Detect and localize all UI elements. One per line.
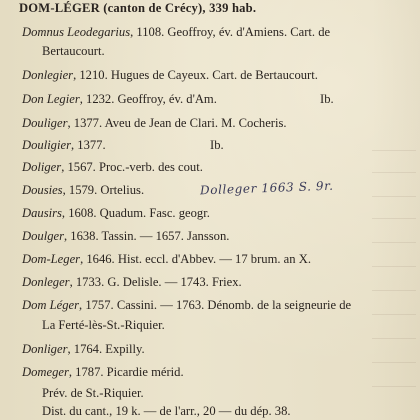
handwritten-annotation bbox=[199, 178, 334, 198]
entry-line bbox=[22, 183, 144, 198]
variant-name: Donlegier bbox=[22, 68, 74, 82]
ibid-text: Ib. bbox=[210, 138, 224, 152]
variant-name: Dausirs bbox=[22, 206, 62, 220]
entry-line bbox=[22, 160, 203, 175]
variant-citation: , 1733. G. Delisle. — 1743. Friex. bbox=[69, 275, 242, 289]
facing-page-trace bbox=[372, 242, 416, 243]
variant-name: Douligier bbox=[22, 138, 71, 152]
facing-page-trace bbox=[372, 386, 416, 387]
entry-line bbox=[22, 206, 210, 221]
entry-line bbox=[22, 68, 318, 83]
variant-name: Doulger bbox=[22, 229, 64, 243]
variant-name: Dom-Leger bbox=[22, 252, 81, 266]
facing-page-trace bbox=[372, 290, 416, 291]
distance-note bbox=[42, 404, 291, 419]
entry-line bbox=[22, 116, 287, 131]
entry-heading bbox=[19, 1, 256, 16]
handwritten-text: Dolleger 1663 S. 9r. bbox=[199, 178, 334, 198]
variant-citation: , 1210. Hugues de Cayeux. Cart. de Bertaucourt. bbox=[73, 68, 318, 82]
continuation-text: Prév. de St.-Riquier. bbox=[42, 386, 144, 400]
entry-line bbox=[22, 252, 311, 267]
entry-line bbox=[22, 25, 330, 40]
variant-name: Domeger bbox=[22, 365, 69, 379]
entry-continuation bbox=[42, 44, 105, 59]
variant-citation: , 1764. Expilly. bbox=[67, 342, 145, 356]
facing-page-bleed bbox=[372, 0, 420, 420]
facing-page-trace bbox=[372, 218, 416, 219]
entry-line bbox=[22, 92, 217, 107]
facing-page-trace bbox=[372, 338, 416, 339]
variant-citation: , 1579. Ortelius. bbox=[62, 183, 145, 197]
entry-line bbox=[22, 365, 184, 380]
continuation-text: La Ferté-lès-St.-Riquier. bbox=[42, 318, 165, 332]
variant-name: Doliger bbox=[22, 160, 62, 174]
variant-citation: , 1232. Geoffroy, év. d'Am. bbox=[79, 92, 217, 106]
entry-line bbox=[22, 275, 242, 290]
variant-name: Dousies bbox=[22, 183, 63, 197]
continuation-text: Bertaucourt. bbox=[42, 44, 105, 58]
variant-citation: , 1608. Quadum. Fasc. geogr. bbox=[61, 206, 210, 220]
variant-citation: , 1638. Tassin. — 1657. Jansson. bbox=[63, 229, 230, 243]
variant-citation: , 1567. Proc.-verb. des cout. bbox=[61, 160, 203, 174]
variant-name: Don Legier bbox=[22, 92, 80, 106]
variant-citation: , 1108. Geoffroy, év. d'Amiens. Cart. de bbox=[130, 25, 331, 39]
variant-name: Donliger bbox=[22, 342, 68, 356]
distance-text: Dist. du cant., 19 k. — de l'arr., 20 — du dép. 38. bbox=[42, 404, 291, 418]
variant-name: Domnus Leodegarius bbox=[22, 25, 131, 39]
heading-text: DOM-LÉGER (canton de Crécy), 339 hab. bbox=[19, 1, 257, 15]
ibid-marker bbox=[320, 92, 334, 107]
ibid-text: Ib. bbox=[320, 92, 334, 106]
variant-citation: , 1646. Hist. eccl. d'Abbev. — 17 brum. an X. bbox=[80, 252, 311, 266]
entry-line bbox=[22, 229, 229, 244]
variant-citation: , 1377. bbox=[70, 138, 106, 152]
facing-page-trace bbox=[372, 150, 416, 151]
variant-citation: , 1757. Cassini. — 1763. Dénomb. de la seigneurie de bbox=[79, 298, 352, 312]
variant-citation: , 1377. Aveu de Jean de Clari. M. Cocheris. bbox=[67, 116, 287, 130]
variant-name: Douliger bbox=[22, 116, 68, 130]
variant-name: Dom Léger bbox=[22, 298, 80, 312]
entry-continuation bbox=[42, 386, 144, 401]
variant-citation: , 1787. Picardie mérid. bbox=[68, 365, 184, 379]
entry-continuation bbox=[42, 318, 165, 333]
facing-page-trace bbox=[372, 314, 416, 315]
entry-line bbox=[22, 342, 145, 357]
facing-page-trace bbox=[372, 362, 416, 363]
facing-page-trace bbox=[372, 266, 416, 267]
ibid-marker bbox=[210, 138, 224, 153]
entry-line bbox=[22, 138, 106, 153]
variant-name: Donleger bbox=[22, 275, 70, 289]
facing-page-trace bbox=[372, 172, 416, 173]
entry-line bbox=[22, 298, 351, 313]
facing-page-trace bbox=[372, 196, 416, 197]
